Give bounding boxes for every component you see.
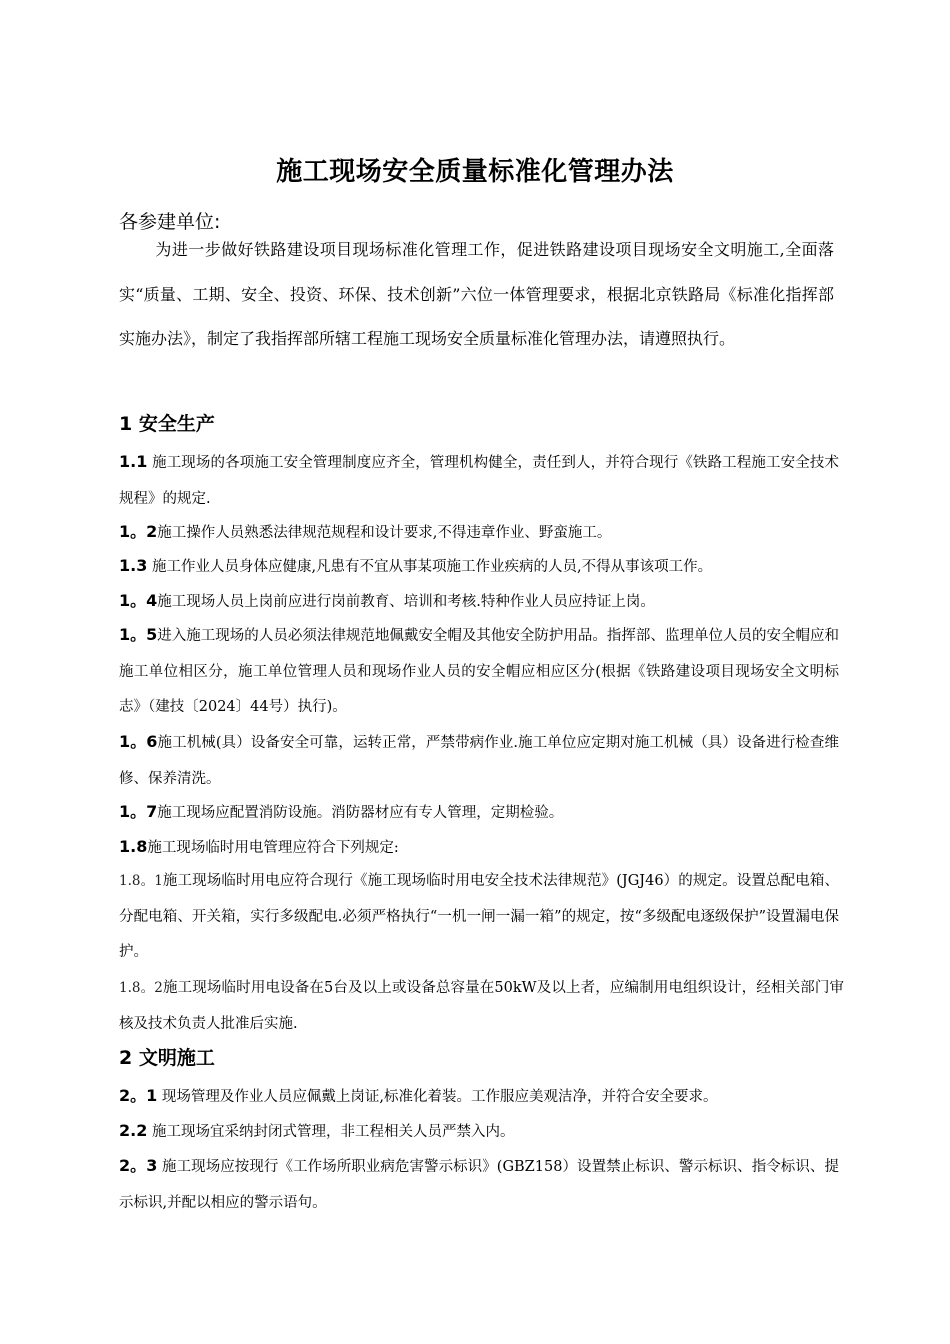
clause-1-6: [119, 724, 839, 797]
clause-text: 施工现场临时用电应符合现行《施工现场临时用电安全技术法律规范》(JGJ46）的规定。设置总配电箱、分配电箱、开关箱，实行多级配电.必须严格执行“一机一闸一漏一箱”的规定，按“多级配电逐级保护”设置漏电保护。: [119, 873, 840, 960]
clause-number: 1.8: [119, 837, 148, 856]
clause-text: 施工作业人员身体应健康,凡患有不宜从事某项施工作业疾病的人员,不得从事该项工作。: [147, 559, 713, 575]
intro-paragraph: [119, 228, 834, 362]
clause-1-2: [119, 514, 839, 552]
salutation: 各参建单位:: [119, 211, 221, 233]
clause-number: 1。7: [119, 802, 158, 821]
clause-1-1: [119, 444, 839, 517]
clause-text: 现场管理及作业人员应佩戴上岗证,标准化着装。工作服应美观洁净，并符合安全要求。: [157, 1089, 718, 1105]
section-heading-civilized-construction: 2 文明施工: [119, 1047, 215, 1069]
clause-1-3: [119, 548, 839, 586]
clause-2-3: [119, 1148, 839, 1221]
clause-number: 2。3: [119, 1156, 158, 1175]
clause-text: 施工操作人员熟悉法律规范规程和设计要求,不得违章作业、野蛮施工。: [157, 525, 612, 541]
clause-number: 2。1: [119, 1086, 158, 1105]
clause-text: 施工现场宜采纳封闭式管理，非工程相关人员严禁入内。: [147, 1124, 515, 1140]
clause-number: 1。5: [119, 625, 158, 644]
clause-1-7: [119, 794, 839, 832]
intro-text: 为进一步做好铁路建设项目现场标准化管理工作，促进铁路建设项目现场安全文明施工,全面落实“质量、工期、安全、投资、环保、技术创新”六位一体管理要求，根据北京铁路局《标准化指挥部实施办法》，制定了我指挥部所辖工程施工现场安全质量标准化管理办法，请遵照执行。: [119, 240, 834, 348]
clause-text: 施工机械(具）设备安全可靠，运转正常，严禁带病作业.施工单位应定期对施工机械（具）设备进行检查维修、保养清洗。: [119, 735, 839, 787]
clause-number: 1.8。2: [119, 980, 163, 996]
clause-text: 施工现场临时用电管理应符合下列规定:: [147, 840, 399, 856]
clause-2-1: [119, 1078, 839, 1116]
clause-number: 2.2: [119, 1121, 148, 1140]
clause-text: 施工现场应按现行《工作场所职业病危害警示标识》(GBZ158）设置禁止标识、警示标识、指令标识、提示标识,并配以相应的警示语句。: [119, 1159, 839, 1211]
clause-number: 1.8。1: [119, 873, 163, 889]
clause-number: 1。4: [119, 591, 158, 610]
clause-text: 施工现场的各项施工安全管理制度应齐全，管理机构健全，责任到人，并符合现行《铁路工程施工安全技术规程》的规定.: [119, 455, 839, 507]
clause-1-4: [119, 583, 839, 621]
clause-text: 施工现场应配置消防设施。消防器材应有专人管理，定期检验。: [157, 805, 564, 821]
clause-1-8-1: [119, 864, 839, 971]
clause-text: 施工现场临时用电设备在5台及以上或设备总容量在50kW及以上者，应编制用电组织设计，经相关部门审核及技术负责人批准后实施.: [119, 980, 844, 1032]
clause-1-8: [119, 829, 839, 867]
clause-number: 1.3: [119, 556, 148, 575]
document-title: 施工现场安全质量标准化管理办法: [276, 157, 674, 187]
clause-1-5: [119, 617, 839, 726]
clause-text: 施工现场人员上岗前应进行岗前教育、培训和考核.特种作业人员应持证上岗。: [157, 594, 655, 610]
clause-number: 1.1: [119, 452, 148, 471]
clause-number: 1。6: [119, 732, 158, 751]
clause-number: 1。2: [119, 522, 158, 541]
clause-2-2: [119, 1113, 839, 1151]
clause-1-8-2: [119, 971, 844, 1042]
clause-text: 进入施工现场的人员必须法律规范地佩戴安全帽及其他安全防护用品。指挥部、监理单位人员的安全帽应和施工单位相区分，施工单位管理人员和现场作业人员的安全帽应相应区分(根据《铁路建设项目现场安全文明标志》（建技〔2024〕44号）执行)。: [119, 628, 839, 715]
section-heading-safety: 1 安全生产: [119, 413, 215, 435]
